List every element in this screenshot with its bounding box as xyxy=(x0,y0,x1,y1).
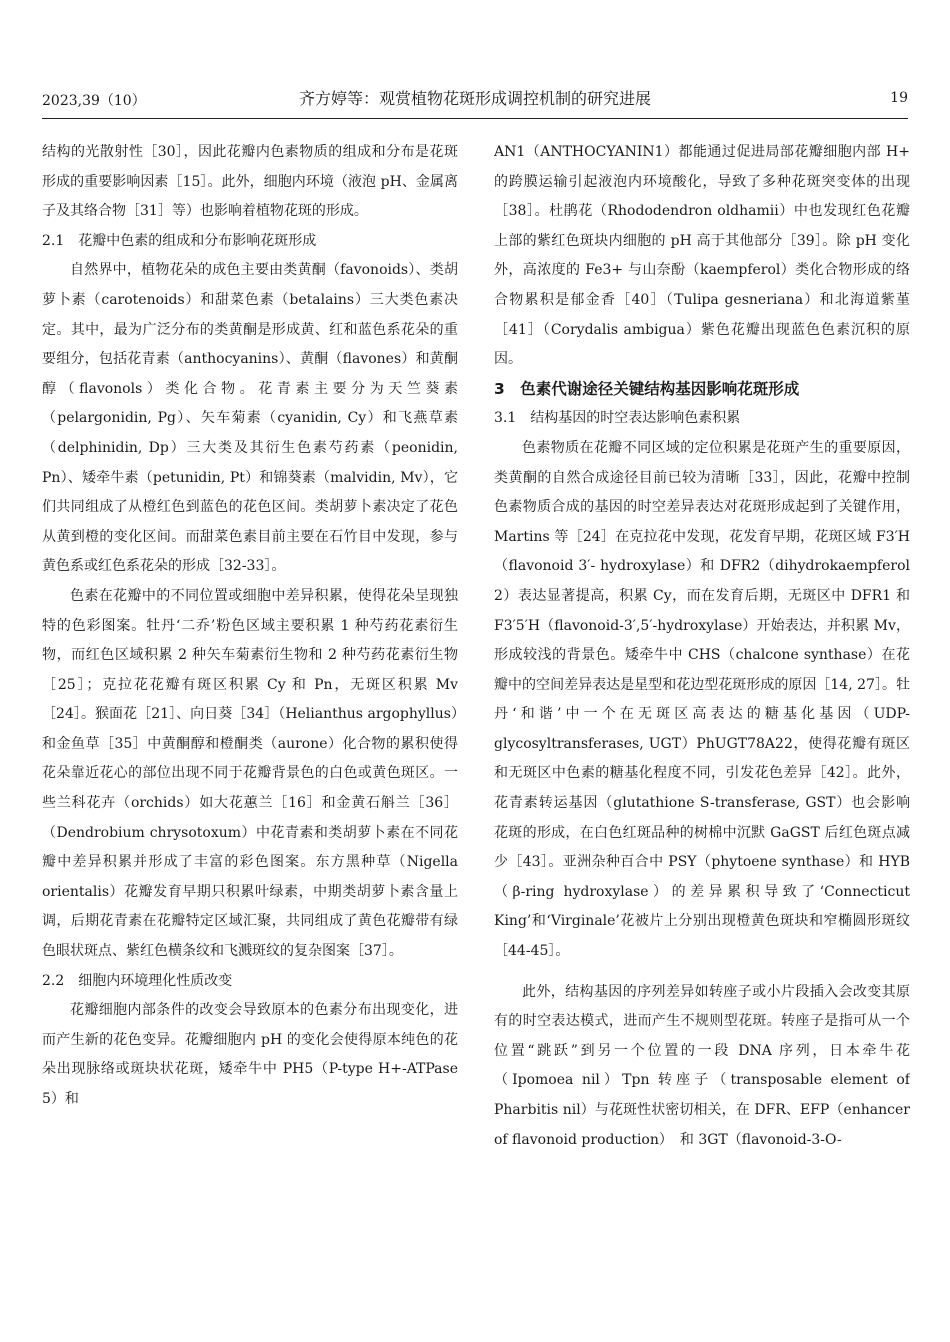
journal-issue: 2023,39（10） xyxy=(42,93,146,109)
section-heading-2-1: 2.1 花瓣中色素的组成和分布影响花斑形成 xyxy=(42,232,317,249)
running-title: 齐方婷等：观赏植物花斑形成调控机制的研究进展 xyxy=(298,89,651,108)
paragraph: 花瓣细胞内部条件的改变会导致原本的色素分布出现变化，进而产生新的花色变异。花瓣细胞内 pH 的变化会使得原本纯色的花朵出现脉络或斑块状花斑，矮牵牛中 PH5（P-type H+-ATPase 5）和 xyxy=(42,1002,458,1107)
paragraph: 色素在花瓣中的不同位置或细胞中差异积累，使得花朵呈现独特的色彩图案。牡丹‘二乔’粉色区域主要积累 1 种芍药花素衍生物，而红色区域积累 2 种矢车菊素衍生物和 2 种芍药花素衍生物［25］；克拉花花瓣有斑区积累 Cy 和 Pn，无斑区积累 Mv［24］。猴面花［21］、向日葵［34］（Helianthus argophyllus）和金鱼草［35］中黄酮醇和橙酮类（aurone）化合物的累积使得花朵靠近花心的部位出现不同于花瓣背景色的白色或黄色斑区。一些兰科花卉（orchids）如大花蕙兰［16］和金黄石斛兰［36］（Dendrobium chrysotoxum）中花青素和类胡萝卜素在不同花瓣中差异积累并形成了丰富的彩色图案。东方黑种草（Nigella orientalis）花瓣发育早期只积累叶绿素，中期类胡萝卜素含量上调，后期花青素在花瓣特定区域汇聚，共同组成了黄色花瓣带有绿色眼状斑点、紫红色横条纹和飞溅斑纹的复杂图案［37］。 xyxy=(42,587,458,960)
left-column xyxy=(42,138,458,1328)
header-rule xyxy=(42,118,908,119)
page-number: 19 xyxy=(890,90,908,106)
paragraph: 自然界中，植物花朵的成色主要由类黄酮（favonoids）、类胡萝卜素（carotenoids）和甜菜色素（betalains）三大类色素决定。其中，最为广泛分布的类黄酮是形成黄、红和蓝色系花朵的重要组分，包括花青素（anthocyanins）、黄酮（flavones）和黄酮醇（flavonols）类化合物。花青素主要分为天竺葵素（pelargonidin, Pg）、矢车菊素（cyanidin, Cy）和飞燕草素（delphinidin, Dp）三大类及其衍生色素芍药素（peonidin, Pn）、矮牵牛素（petunidin, Pt）和锦葵素（malvidin, Mv），它们共同组成了从橙红色到蓝色的花色区间。类胡萝卜素决定了花色从黄到橙的变化区间。而甜菜色素目前主要在石竹目中发现，参与黄色系或红色系花朵的形成［32-33］。 xyxy=(42,262,458,575)
section-heading-3-1: 3.1 结构基因的时空表达影响色素积累 xyxy=(494,410,741,427)
section-heading-2-2: 2.2 细胞内环境理化性质改变 xyxy=(42,972,233,989)
paragraph: 色素物质在花瓣不同区域的定位积累是花斑产生的重要原因，类黄酮的自然合成途径目前已较为清晰［33］，因此，花瓣中控制色素物质合成的基因的时空差异表达对花斑形成起到了关键作用，Martins 等［24］在克拉花中发现，花发育早期，花斑区域 F3′H（flavonoid 3′- hydroxylase）和 DFR2（dihydrokaempferol 2）表达显著提高，积累 Cy，而在发育后期，无斑区中 DFR1 和 F3′5′H（flavonoid-3′,5′-hydroxylase）开始表达，并积累 Mv，形成较浅的背景色。矮牵牛中 CHS（chalcone synthase）在花瓣中的空间差异表达是星型和花边型花斑形成的原因［14, 27］。牡丹‘和谐’中一个在无斑区高表达的糖基化基因（UDP-glycosyltransferases, UGT）PhUGT78A22，使得花瓣有斑区和无斑区中色素的糖基化程度不同，引发花色差异［42］。此外，花青素转运基因（glutathione S-transferase, GST）也会影响花斑的形成，在白色红斑品种的树棉中沉默 GaGST 后红色斑点减少［43］。亚洲杂种百合中 PSY（phytoene synthase）和 HYB（β-ring hydroxylase）的差异累积导致了‘Connecticut King’和‘Virginale’花被片上分别出现橙黄色斑块和窄椭圆形斑纹［44-45］。 xyxy=(494,439,910,960)
section-heading-3: 3 色素代谢途径关键结构基因影响花斑形成 xyxy=(494,379,800,398)
running-header xyxy=(42,86,908,110)
paragraph: 此外，结构基因的序列差异如转座子或小片段插入会改变其原有的时空表达模式，进而产生不规则型花斑。转座子是指可从一个位置“跳跃”到另一个位置的一段 DNA 序列，日本牵牛花（Ipomoea nil）Tpn 转座子（transposable element of Pharbitis nil）与花斑性状密切相关，在 DFR、EFP（enhancer of flavonoid production） 和 3GT（flavonoid-3-O- xyxy=(494,983,910,1148)
right-column xyxy=(494,138,910,1328)
paragraph: 结构的光散射性［30］，因此花瓣内色素物质的组成和分布是花斑形成的重要影响因素［15］。此外，细胞内环境（液泡 pH、金属离子及其络合物［31］等）也影响着植物花斑的形成。 xyxy=(42,144,458,220)
paragraph: AN1（ANTHOCYANIN1）都能通过促进局部花瓣细胞内部 H+ 的跨膜运输引起液泡内环境酸化，导致了多种花斑突变体的出现［38］。杜鹃花（Rhododendron oldhamii）中也发现红色花瓣上部的紫红色斑块内细胞的 pH 高于其他部分［39］。除 pH 变化外，高浓度的 Fe3+ 与山奈酚（kaempferol）类化合物形成的络合物累积是郁金香［40］（Tulipa gesneriana）和北海道紫堇［41］（Corydalis ambigua）紫色花瓣出现蓝色色素沉积的原因。 xyxy=(494,144,910,368)
